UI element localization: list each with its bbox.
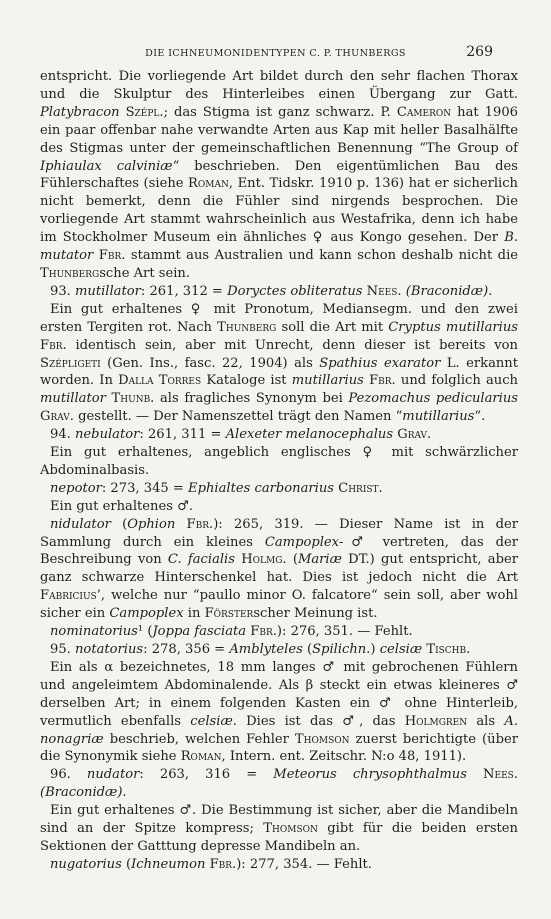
text-run: 93. [50,283,75,299]
text-run: Ein als α bezeichnetes, 18 mm langes ♂ mit gebrochenen Fühlern und angeleimtem Abdominalende. Als β steckt ein etwas kleineres ♂ derselben Art; in einem folgenden Kasten ein ♂ ohne Hinterleib, vermutlich ebenfalls [40,659,518,729]
author-name: Cameron [396,104,452,120]
italic-text: nebulator [75,427,140,443]
italic-text: nidulator [50,516,111,532]
text-run: beschrieb, welchen Fehler [103,731,295,747]
author-name: Fbr. [40,337,67,353]
text-run: identisch sein, aber mit Unrecht, denn dieser ist bereits von [66,337,518,353]
text-run: ( [121,856,132,872]
page-header [20,44,531,62]
author-name: Fbr. [98,248,126,264]
paragraph [40,498,518,516]
text-run: , Ent. Tidskr. 1910 p. 136) hat er sicherlich nicht bemerkt, denn die Fühler sind nirgends besprochen. Die vorliegende Art stammt wahrscheinlich aus Westafrika, denn ich habe im Stockholmer Museum ein ähnliches ♀ aus Kongo gesehen. Der [40,176,518,246]
text-run: Ein gut erhaltenes ♂. [50,498,193,514]
author-name: Förster [204,606,254,622]
paragraph [40,623,518,641]
author-name: Dalla Torres [118,373,202,389]
paragraph [40,301,518,426]
author-name: Roman [180,749,222,765]
author-name: Szépligeti [40,355,101,371]
text-run: hat 1906 ein paar offenbar nahe verwandte Arten aus Kap mit heller Basalhälfte des Stigmas unter der gemeinschaftlichen Benennung “The Group of [40,104,518,156]
italic-text: Spilichn. [312,642,371,657]
text-run: 95. [50,642,75,657]
italic-text: nugatorius [50,856,122,872]
paragraph [40,659,518,766]
paragraph [40,802,518,856]
text-run: als fragliches Synonym bei [154,391,349,407]
italic-text: Ephialtes carbonarius [188,480,334,496]
text-run: Ein gut erhaltenes ♂. Die Bestimmung ist sicher, aber die Mandibeln sind an der Spitze kompress; [40,803,518,837]
author-name: Tischb. [426,642,471,657]
text-run: 94. [50,427,75,443]
author-name: Christ. [338,480,383,496]
text-run: Ein gut erhaltenes ♀ mit Pronotum, Mediansegm. und den zwei ersten Tergiten rot. Nach [40,301,518,335]
italic-text: Iphiaulax calviniæ [40,158,173,174]
author-name: Thunb. [111,391,155,407]
italic-text: Campoplex [264,534,340,550]
author-name: Fbr. [369,373,396,389]
italic-text: nominatorius [50,624,138,640]
text-run: ’, welche nur “paullo minor O. falcatore“ sein soll, aber wohl sicher ein [40,588,518,622]
text-run: (Gen. Ins., fasc. 22, 1904) als [100,355,320,371]
paragraph [40,856,518,874]
text-run: gibt für die beiden ersten Sektionen der Gatttung depresse Mandibeln an. [40,821,518,854]
text-run: 96. [50,767,87,783]
italic-text: celsiæ [379,642,423,657]
text-run: : 263, 316 = [139,767,274,783]
text-run: : 261, 311 = [139,427,226,443]
author-name: Holmg. [241,552,287,568]
text-run: ¹ ( [137,624,153,640]
italic-text: Campoplex [109,606,184,622]
author-name: Thunberg [40,265,100,281]
italic-text: notatorius [75,642,144,657]
text-run: als [467,713,505,729]
italic-text: B. mutator [40,230,518,264]
text-run: ; das Stigma ist ganz schwarz. P. [163,104,397,120]
page-number: 269 [466,44,493,60]
italic-text: Joppa fasciata [152,624,247,640]
paragraph [40,283,518,301]
author-name: Nees [366,283,398,299]
italic-text: (Braconidæ). [40,785,127,801]
text-run: ) [370,642,380,657]
paragraph [40,426,518,444]
italic-text: Ichneumon [131,856,206,872]
italic-text: Pezomachus pedicularius [348,391,518,407]
text-run: Kataloge ist [201,373,292,389]
paragraph [40,766,518,802]
italic-text: C. facialis [167,552,235,568]
italic-text: Mariæ [297,552,342,568]
text-run: . Dies ist das ♂, das [232,713,405,729]
author-name: Fbr. [250,624,277,640]
text-run: L. erkannt worden. In [40,355,519,389]
author-name: Fbr. [209,856,237,872]
author-name: Fabricius [40,588,97,604]
italic-text: nudator [86,767,140,783]
italic-text: Amblyteles [229,642,303,657]
text-run: zuerst berichtigte (über die Synonymik siehe [40,731,518,765]
italic-text: Cryptus mutillarius [388,319,518,335]
text-run [467,767,483,782]
author-name: Nees [483,767,514,783]
italic-text: mutillarius [402,409,475,425]
text-run: . [513,767,518,783]
text-run: ): 265, 319. — Dieser Name ist in der Sammlung durch ein kleines [40,516,518,550]
italic-text: mutillator [40,391,106,407]
paragraph [40,480,518,498]
author-name: Thomson [294,731,350,747]
text-run [175,517,186,532]
text-run: -♂ vertreten, das der Beschreibung von [40,534,518,568]
text-run: : 278, 356 = [143,642,230,657]
text-run: ): 277, 354. — Fehlt. [236,856,372,872]
paragraph [40,444,518,480]
italic-text: Meteorus chrysophthalmus [273,767,467,783]
author-name: Roman [188,176,229,192]
author-name: Szépl. [125,104,164,120]
text-run: , Intern. ent. Zeitschr. N:o 48, 1911). [221,749,467,765]
italic-text: Alexeter melanocephalus [225,427,394,443]
text-run: “. [474,409,486,425]
text-run: ( [286,552,298,568]
paragraph [40,641,518,659]
italic-text: (Braconidæ). [405,283,493,299]
text-run: ( [110,516,128,532]
text-run: DT.) gut entspricht, aber ganz schwarze Hinterschenkel hat. Dies ist jedoch nicht die Art [40,552,518,586]
text-run: und folglich auch [395,373,518,389]
paragraph [40,68,518,283]
italic-text: mutillator [75,283,141,299]
text-run: gestellt. — Der Namenszettel trägt den Namen “ [73,409,403,425]
text-run: ( [302,642,313,657]
text-run: Ein gut erhaltenes, angeblich englisches ♀ mit schwärzlicher Abdominalbasis. [40,445,518,478]
text-run: scher Meinung ist. [253,606,378,622]
author-name: Thomson [263,821,318,837]
italic-text: Platybracon [40,104,120,120]
italic-text: celsiæ [190,713,233,729]
italic-text: mutillarius [291,373,364,389]
text-run: in [183,606,205,622]
italic-text: Doryctes obliteratus [227,283,363,299]
italic-text: A. nonagriæ [40,713,518,747]
author-name: Holmgren [404,713,468,729]
author-name: Grav. [40,409,74,425]
body-text [40,68,518,874]
text-run: : 261, 312 = [140,283,228,299]
text-run: ): 276, 351. — Fehlt. [276,624,413,640]
italic-text: Ophion [127,516,176,532]
italic-text: Spathius exarator [319,355,441,371]
author-name: Thunberg [217,319,277,335]
text-run: stammt aus Australien und kann schon deshalb nicht die [125,248,518,264]
author-name: Fbr. [186,516,214,532]
text-run: soll die Art mit [276,319,389,335]
text-run: entspricht. Die vorliegende Art bildet durch den sehr flachen Thorax und die Skulptur des Hinterleibes einen Übergang zur Gatt. [40,69,518,102]
running-title: DIE ICHNEUMONIDENTYPEN C. P. THUNBERGS [145,48,406,59]
italic-text: nepotor [50,480,102,496]
text-run: . [397,283,406,299]
text-run: sche Art sein. [99,265,190,281]
text-run: “ beschrieben. Den eigentümlichen Bau des Fühlerschaftes (siehe [40,158,519,192]
paragraph [40,516,518,623]
author-name: Grav. [397,427,432,443]
text-run: : 273, 345 = [101,480,189,496]
